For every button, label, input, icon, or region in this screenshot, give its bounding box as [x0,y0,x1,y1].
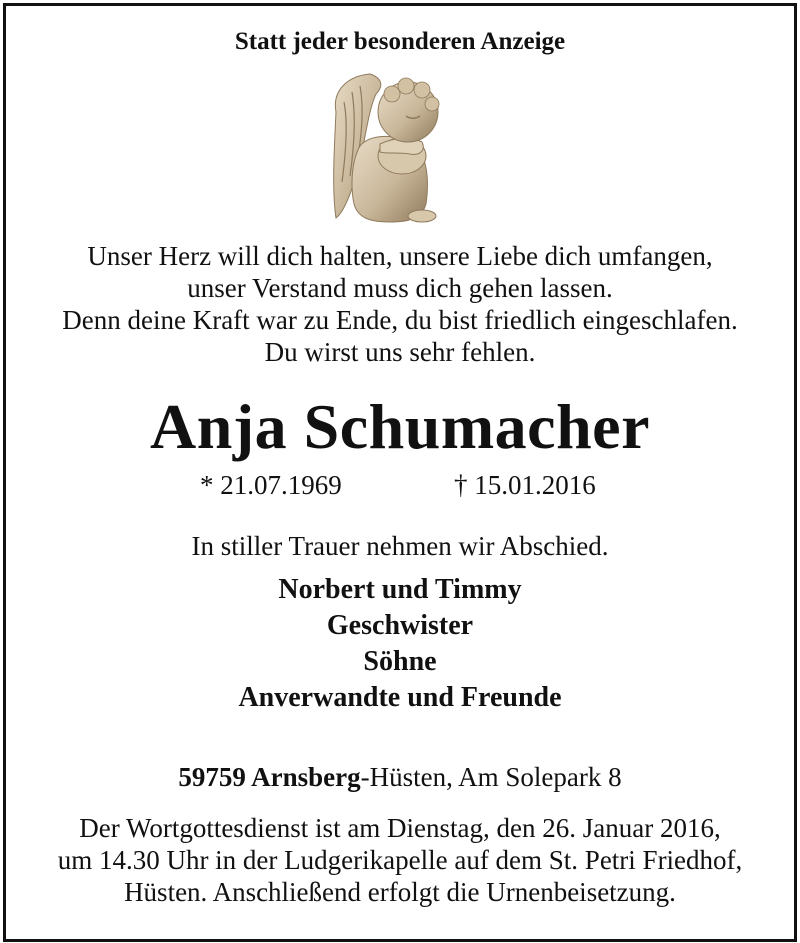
deceased-name: Anja Schumacher [150,391,650,462]
poem-line: Du wirst uns sehr fehlen. [264,337,536,367]
service-line: um 14.30 Uhr in der Ludgerikapelle auf dem St. Petri Friedhof, [57,845,743,875]
mourner-line: Norbert und Timmy [278,574,522,605]
farewell-text: In stiller Trauer nehmen wir Abschied. [191,531,609,561]
birth-date: * 21.07.1969 [200,470,342,500]
mourner-line: Geschwister [326,610,474,641]
mourner-line: Anverwandte und Freunde [238,682,562,713]
poem-verse [0,240,800,368]
address-city: 59759 Arnsberg [178,762,361,792]
poem-line: Unser Herz will dich halten, unsere Liebe dich umfangen, [87,241,713,271]
service-info [0,812,800,908]
death-date: † 15.01.2016 [454,470,596,500]
service-line: Hüsten. Anschließend erfolgt die Urnenbeisetzung. [124,877,676,907]
life-dates [0,470,800,504]
address-street: -Hüsten, Am Solepark 8 [360,762,622,792]
poem-line: Denn deine Kraft war zu Ende, du bist friedlich eingeschlafen. [62,305,738,335]
service-line: Der Wortgottesdienst ist am Dienstag, den 26. Januar 2016, [79,813,721,843]
notice-header: Statt jeder besonderen Anzeige [234,28,566,55]
address [0,762,800,793]
poem-line: unser Verstand muss dich gehen lassen. [187,273,613,303]
angel-figurine-icon [330,72,450,224]
mourner-line: Söhne [363,646,437,677]
